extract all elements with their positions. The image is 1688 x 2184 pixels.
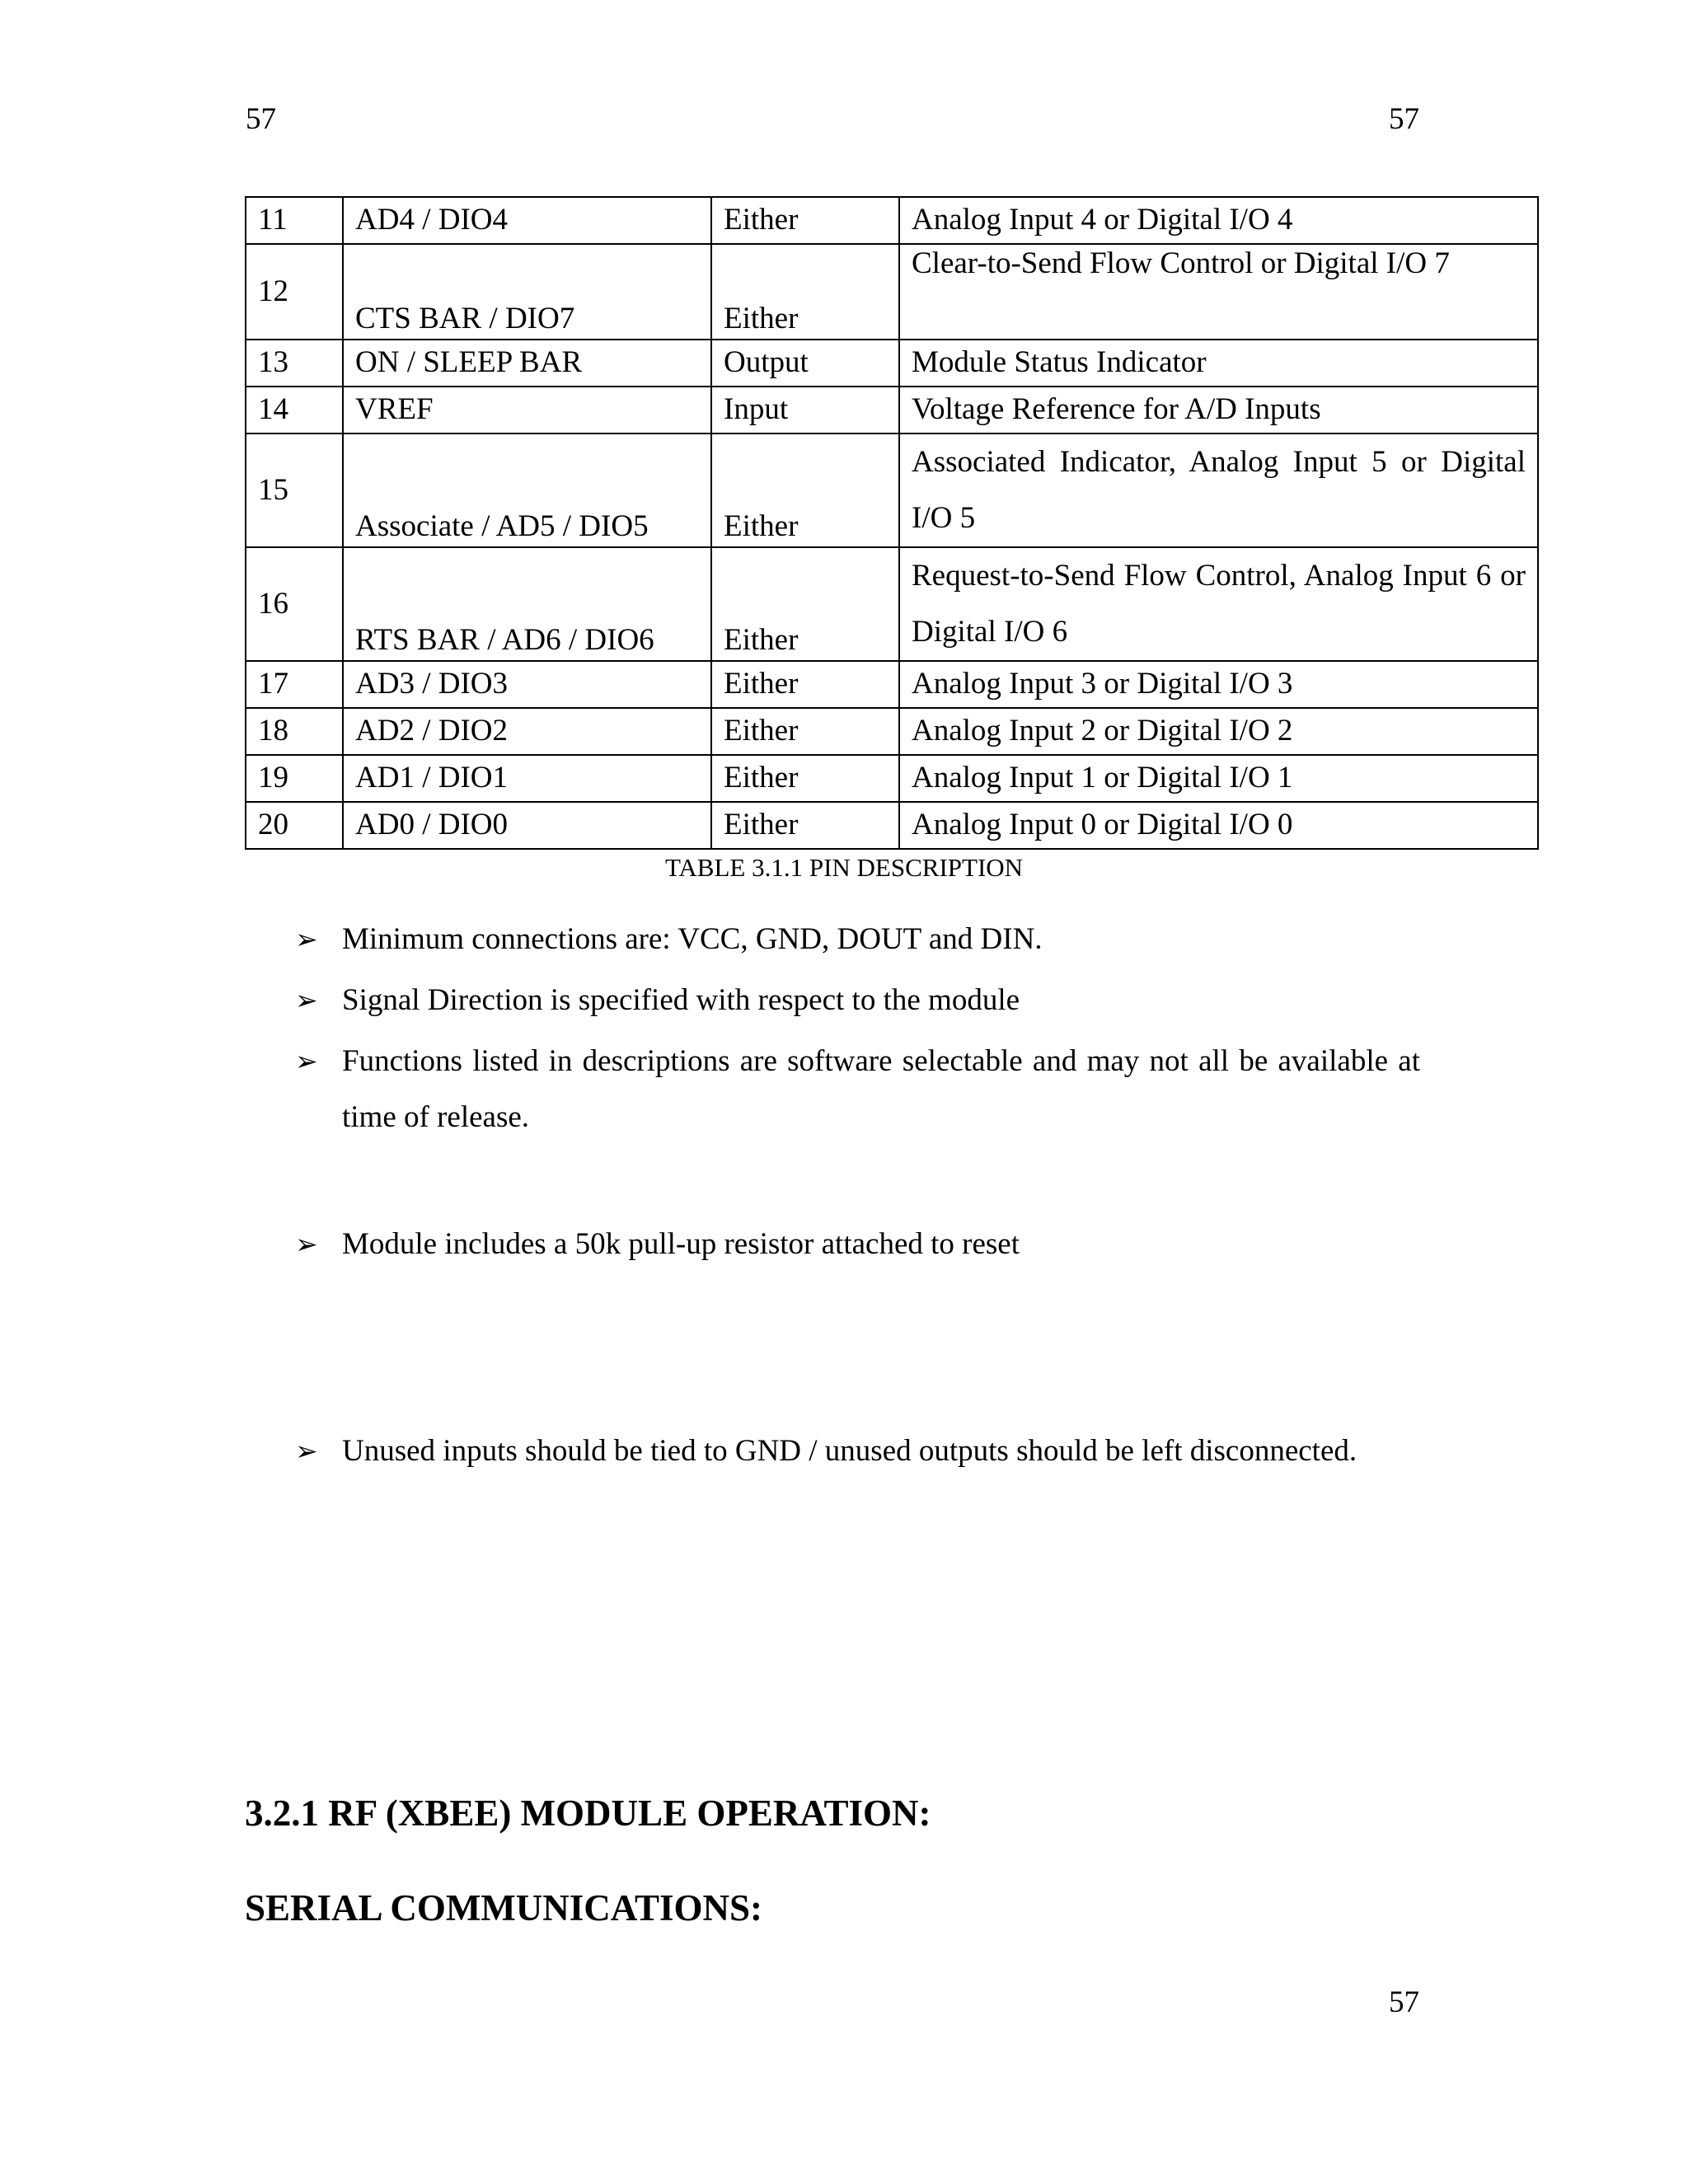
pin-name-cell: AD2 / DIO2 <box>343 708 711 755</box>
bullet-item <box>295 972 1420 1029</box>
arrow-bullet-icon: ➢ <box>295 1435 318 1467</box>
arrow-bullet-icon: ➢ <box>295 984 318 1016</box>
pin-name-cell: ON / SLEEP BAR <box>343 340 711 387</box>
pin-direction-cell: Either <box>711 244 899 340</box>
bullet-item <box>295 912 1420 968</box>
pin-direction-cell: Output <box>711 340 899 387</box>
table-row <box>246 434 1538 547</box>
pin-direction-cell: Either <box>711 802 899 849</box>
bullet-text: Signal Direction is specified with respect to the module <box>342 983 1020 1017</box>
pin-description-cell: Clear-to-Send Flow Control or Digital I/O 7 <box>899 244 1538 340</box>
pin-number-cell: 19 <box>246 755 343 802</box>
bullet-item <box>295 1216 1420 1272</box>
page-number-top-right: 57 <box>1389 102 1419 136</box>
table-caption: TABLE 3.1.1 PIN DESCRIPTION <box>664 853 1024 882</box>
pin-description-cell: Module Status Indicator <box>899 340 1538 387</box>
pin-description-cell: Request-to-Send Flow Control, Analog Input 6 or Digital I/O 6 <box>899 547 1538 661</box>
bullet-item <box>295 1423 1420 1479</box>
pin-name-cell: AD0 / DIO0 <box>343 802 711 849</box>
bullet-text: Module includes a 50k pull-up resistor attached to reset <box>342 1227 1020 1261</box>
pin-name-cell: AD3 / DIO3 <box>343 661 711 708</box>
table-row <box>246 244 1538 340</box>
pin-name-cell: Associate / AD5 / DIO5 <box>343 434 711 547</box>
pin-direction-cell: Either <box>711 547 899 661</box>
arrow-bullet-icon: ➢ <box>295 1045 318 1077</box>
pin-number-cell: 16 <box>246 547 343 661</box>
pin-direction-cell: Input <box>711 387 899 434</box>
page-number-top-left: 57 <box>246 102 276 136</box>
bullet-text: Functions listed in descriptions are software selectable and may not all be available at time of release. <box>342 1044 1420 1134</box>
pin-name-cell: AD4 / DIO4 <box>343 197 711 244</box>
pin-number-cell: 18 <box>246 708 343 755</box>
arrow-bullet-icon: ➢ <box>295 1228 318 1260</box>
bullet-text: Unused inputs should be tied to GND / unused outputs should be left disconnected. <box>342 1434 1357 1468</box>
table-row <box>246 387 1538 434</box>
pin-name-cell: CTS BAR / DIO7 <box>343 244 711 340</box>
table-row <box>246 708 1538 755</box>
table-row <box>246 661 1538 708</box>
pin-description-cell: Analog Input 1 or Digital I/O 1 <box>899 755 1538 802</box>
pin-direction-cell: Either <box>711 708 899 755</box>
pin-direction-cell: Either <box>711 434 899 547</box>
pin-description-cell: Analog Input 2 or Digital I/O 2 <box>899 708 1538 755</box>
table-row <box>246 802 1538 849</box>
pin-description-cell: Analog Input 4 or Digital I/O 4 <box>899 197 1538 244</box>
pin-name-cell: RTS BAR / AD6 / DIO6 <box>343 547 711 661</box>
arrow-bullet-icon: ➢ <box>295 923 318 955</box>
bullet-item <box>295 1033 1420 1146</box>
pin-number-cell: 17 <box>246 661 343 708</box>
pin-description-cell: Associated Indicator, Analog Input 5 or Digital I/O 5 <box>899 434 1538 547</box>
subsection-heading: SERIAL COMMUNICATIONS: <box>245 1887 762 1929</box>
section-heading: 3.2.1 RF (XBEE) MODULE OPERATION: <box>245 1793 931 1834</box>
pin-number-cell: 12 <box>246 244 343 340</box>
pin-name-cell: VREF <box>343 387 711 434</box>
pin-name-cell: AD1 / DIO1 <box>343 755 711 802</box>
pin-number-cell: 15 <box>246 434 343 547</box>
pin-description-cell: Analog Input 3 or Digital I/O 3 <box>899 661 1538 708</box>
pin-number-cell: 20 <box>246 802 343 849</box>
pin-number-cell: 11 <box>246 197 343 244</box>
pin-number-cell: 13 <box>246 340 343 387</box>
bullet-text: Minimum connections are: VCC, GND, DOUT and DIN. <box>342 922 1043 956</box>
pin-number-cell: 14 <box>246 387 343 434</box>
table-row <box>246 340 1538 387</box>
page-number-bottom-right: 57 <box>1389 1985 1419 2019</box>
pin-direction-cell: Either <box>711 197 899 244</box>
pin-direction-cell: Either <box>711 755 899 802</box>
table-row <box>246 197 1538 244</box>
table-row <box>246 755 1538 802</box>
pin-description-cell: Voltage Reference for A/D Inputs <box>899 387 1538 434</box>
table-row <box>246 547 1538 661</box>
pin-direction-cell: Either <box>711 661 899 708</box>
pin-description-table <box>245 196 1539 850</box>
pin-description-cell: Analog Input 0 or Digital I/O 0 <box>899 802 1538 849</box>
